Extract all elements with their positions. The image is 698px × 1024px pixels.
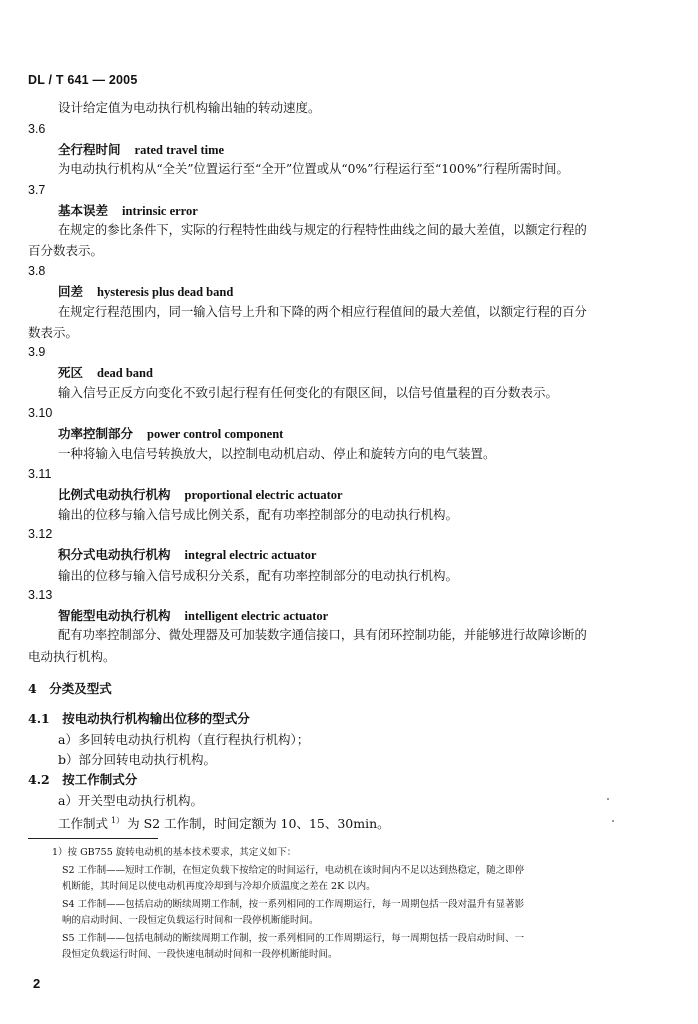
body-text: 电动执行机构。 [28, 649, 116, 664]
term-en: hysteresis plus dead band [97, 285, 234, 299]
clause-number: 3.8 [28, 264, 46, 278]
term-heading [58, 283, 233, 301]
term-en: proportional electric actuator [184, 488, 343, 502]
body-text [58, 812, 390, 832]
term-heading [58, 202, 198, 220]
scan-speck [607, 798, 609, 800]
term-zh: 比例式电动执行机构 [58, 487, 171, 502]
body-text: 配有功率控制部分、微处理器及可加装数字通信接口，具有闭环控制功能，并能够进行故障诊断的 [58, 628, 587, 642]
body-text: 在规定行程范围内，同一输入信号上升和下降的两个相应行程值间的最大差值，以额定行程的百分 [58, 305, 587, 319]
term-en: power control component [147, 427, 284, 441]
term-heading [58, 607, 328, 625]
body-text: 输出的位移与输入信号成比例关系，配有功率控制部分的电动执行机构。 [58, 507, 459, 522]
term-en: intelligent electric actuator [184, 609, 329, 623]
clause-number: 3.11 [28, 467, 52, 481]
subsection-heading: 4.2 按工作制式分 [28, 772, 138, 787]
term-zh: 积分式电动执行机构 [58, 547, 171, 562]
section-heading: 4 分类及型式 [28, 681, 112, 696]
term-heading [58, 364, 153, 382]
term-zh: 基本误差 [58, 203, 109, 218]
term-heading [58, 546, 316, 564]
clause-number: 3.6 [28, 122, 46, 136]
term-heading [58, 141, 224, 159]
body-text-part: 为 S2 工作制，时间定额为 10、15、30min。 [127, 816, 390, 832]
scan-speck [612, 820, 614, 822]
term-en: intrinsic error [122, 204, 198, 218]
list-item: a）多回转电动执行机构（直行程执行机构）； [58, 732, 310, 747]
term-en: dead band [97, 366, 153, 380]
term-zh: 死区 [58, 365, 84, 380]
term-heading [58, 425, 283, 443]
clause-number: 3.10 [28, 406, 53, 420]
footnote-rule [28, 838, 158, 839]
body-text: 数表示。 [28, 325, 79, 340]
term-heading [58, 486, 343, 504]
footnote-ref: 1） [111, 816, 125, 825]
body-text: 输入信号正反方向变化不致引起行程有任何变化的有限区间，以信号值量程的百分数表示。 [58, 385, 559, 400]
footnote-line: 响的启动时间、一段恒定负载运行时间和一段停机断能时间。 [62, 915, 319, 926]
term-zh: 功率控制部分 [58, 426, 134, 441]
body-text: 输出的位移与输入信号成积分关系，配有功率控制部分的电动执行机构。 [58, 568, 459, 583]
footnote-line: S5 工作制——包括电制动的断续周期工作制，按一系列相同的工作周期运行，每一周期包括一段启动时间、一 [62, 933, 525, 944]
body-text: 为电动执行机构从“全关”位置运行至“全开”位置或从“0%”行程运行至“100%”行程所需时间。 [58, 162, 569, 176]
footnote-line: 段恒定负载运行时间、一段快速电制动时间和一段停机断能时间。 [62, 949, 338, 960]
subsection-heading: 4.1 按电动执行机构输出位移的型式分 [28, 711, 250, 726]
footnote-line: 1）按 GB755 旋转电动机的基本技术要求，其定义如下： [52, 847, 297, 858]
clause-number: 3.9 [28, 345, 46, 359]
term-zh: 全行程时间 [58, 142, 121, 157]
clause-number: 3.13 [28, 588, 53, 602]
body-text: 百分数表示。 [28, 243, 104, 258]
term-en: rated travel time [134, 143, 225, 157]
body-text: 在规定的参比条件下，实际的行程特性曲线与规定的行程特性曲线之间的最大差值，以额定行程的 [58, 223, 587, 237]
term-zh: 回差 [58, 284, 84, 299]
footnote-line: S4 工作制——包括启动的断续周期工作制，按一系列相同的工作周期运行，每一周期包括一段对温升有显著影 [62, 899, 525, 910]
clause-number: 3.7 [28, 183, 46, 197]
term-zh: 智能型电动执行机构 [58, 608, 171, 623]
clause-number: 3.12 [28, 527, 53, 541]
footnote-line: 机断能，其时间足以使电动机再度冷却到与冷却介质温度之差在 2K 以内。 [62, 881, 376, 892]
document-header: DL / T 641 — 2005 [28, 73, 138, 87]
list-item: b）部分回转电动执行机构。 [58, 752, 217, 767]
footnote-line: S2 工作制——短时工作制，在恒定负载下按给定的时间运行，电动机在该时间内不足以达到热稳定，随之即停 [62, 865, 525, 876]
body-text-part: 工作制式 [58, 816, 109, 832]
term-en: integral electric actuator [184, 548, 317, 562]
list-item: a）开关型电动执行机构。 [58, 793, 203, 808]
body-text: 一种将输入电信号转换放大，以控制电动机启动、停止和旋转方向的电气装置。 [58, 446, 496, 461]
body-text: 设计给定值为电动执行机构输出轴的转动速度。 [58, 100, 321, 115]
page-number: 2 [33, 976, 41, 991]
